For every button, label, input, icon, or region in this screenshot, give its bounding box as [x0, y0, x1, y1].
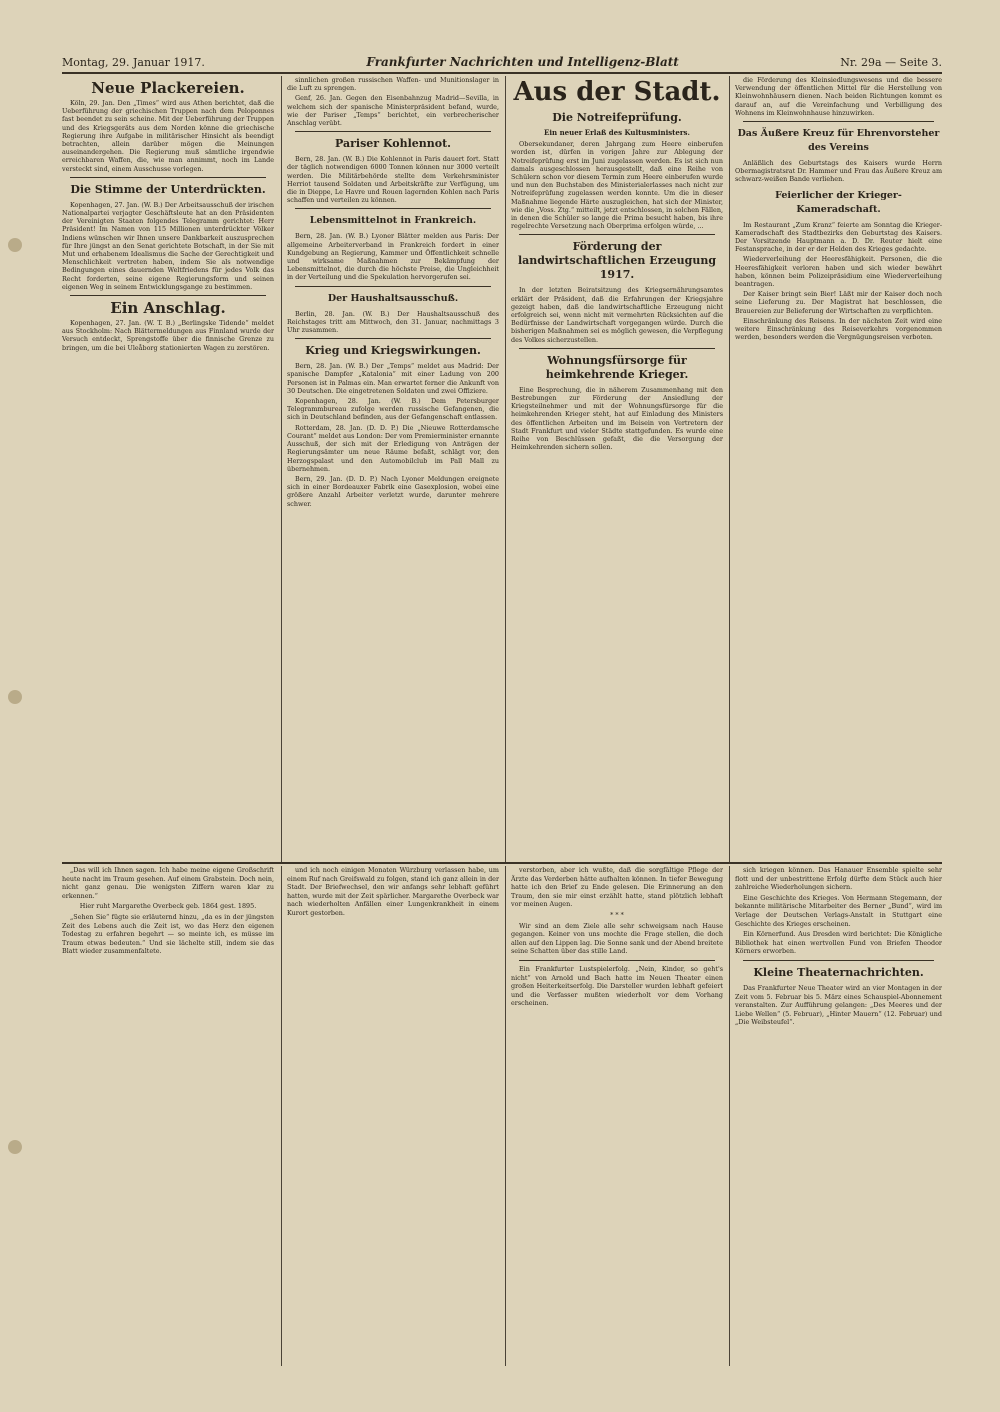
- article-text: Wiederverleihung der Heeresfähigkeit. Personen, die die Heeresfähigkeit verloren haben und sich wieder bewährt haben, können beim Polizeipräsidium eine Wiederverleihung beantragen.: [735, 255, 942, 289]
- issue-date: Montag, 29. Januar 1917.: [62, 55, 205, 69]
- article-text: In der letzten Beiratsitzung des Kriegsernährungsamtes erklärt der Präsident, daß die Erfahrungen der Kriegsjahre gezeigt haben, daß die landwirtschaftliche Erzeugung nicht erfolgreich sei, wenn nicht mit vermehrten Rücksichten auf die Bedürfnisse der Landwirtschaft vorgegangen würde. Durch die bisherigen Maßnahmen sei es möglich gewesen, die Verpflegung des Volkes sicherzustellen.: [511, 286, 723, 344]
- article-text: Ein Körnerfund. Aus Dresden wird berichtet: Die Königliche Bibliothek hat einen wertvollen Fund von Briefen Theodor Körners erworben.: [735, 930, 942, 956]
- masthead: [62, 52, 942, 74]
- column-rule: [505, 866, 506, 1366]
- article-text: Das Frankfurter Neue Theater wird an vier Montagen in der Zeit vom 5. Februar bis 5. März eines Schauspiel-Abonnement veranstalten. Zur Aufführung gelangen: „Des Meeres und der Liebe Wellen“ (5. Februar), „Hinter Mauern“ (12. Februar) und „Die Weibsteufel“.: [735, 983, 942, 1027]
- column-3: [511, 76, 723, 860]
- article-text: Bern, 28. Jan. (W. B.) Lyoner Blätter melden aus Paris: Der allgemeine Arbeiterverband in Frankreich fordert in einer Kundgebung an Regierung, Kammer und Öffentlichkeit schnelle und wirksame Maßnahmen zur Bekämpfung der Lebensmittelnot, die durch die höchste Preise, die Ungleichheit in der Verteilung und die Spekulation hervorgerufen sei.: [287, 232, 499, 282]
- article-text: Bern, 28. Jan. (W. B.) Der „Temps“ meldet aus Madrid: Der spanische Dampfer „Katalonia“ mit einer Ladung von 200 Personen ist in Palmas ein. Man erwartet ferner die Ankunft von 30 Deutschen. Die eingetretenen Soldaten und zwei Offiziere.: [287, 362, 499, 395]
- gravestone-inscription: Hier ruht Margarethe Overbeck geb. 1864 gest. 1895.: [79, 902, 257, 911]
- article-text: sinnlichen großen russischen Waffen- und Munitionslager in die Luft zu sprengen.: [287, 76, 499, 93]
- article-text: Im Restaurant „Zum Kranz“ feierte am Sonntag die Krieger-Kameradschaft des Stadtbezirks den Geburtstag des Kaisers. Der Vorsitzende Hauptmann a. D. Dr. Reuter hielt eine Festansprache, in der er der Helden des Krieges gedachte.: [735, 220, 942, 254]
- article-text: Kopenhagen, 27. Jan. (W. T. B.) „Berlingske Tidende“ meldet aus Stockholm: Nach Blättermeldungen aus Finnland wurde der Versuch entdeckt, Sprengstoffe über die finnische Grenze zu bringen, um die bei Uleåborg stationierten Wagen zu zerstören.: [62, 319, 274, 352]
- article-text: Ein Frankfurter Lustspielerfolg. „Nein, Kinder, so geht's nicht“ von Arnold und Bach hatte im Neuen Theater einen großen Heiterkeitserfolg. Die Darsteller wurden lebhaft gefeiert und die Verfasser mußten wiederholt vor dem Vorhang erscheinen.: [511, 964, 723, 1008]
- column-rule: [729, 76, 730, 862]
- article-text: Der Kaiser bringt sein Bier! Läßt mir der Kaiser doch noch seine Lieferung zu. Der Magistrat hat beschlossen, die Brauereien zur Belieferung der Wirtschaften zu verpflichten.: [735, 290, 942, 315]
- article-divider: [519, 960, 715, 961]
- article-text: Bern, 29. Jan. (D. D. P.) Nach Lyoner Meldungen ereignete sich in einer Bordeauxer Fabrik eine Gasexplosion, wobei eine größere Anzahl Arbeiter verletzt wurde, darunter mehrere schwer.: [287, 474, 499, 508]
- article-text: Eine Geschichte des Krieges. Von Hermann Stegemann, der bekannte militärische Mitarbeiter des Berner „Bund“, wird im Verlage der Deutschen Verlags-Anstalt in Stuttgart eine Geschichte des Krieges erscheinen.: [735, 893, 942, 928]
- headline-foerderung: Förderung der landwirtschaftlichen Erzeugung 1917.: [517, 240, 717, 282]
- column-rule: [281, 76, 282, 862]
- article-text: Kopenhagen, 28. Jan. (W. B.) Dem Petersburger Telegrammbureau zufolge werden russische Gefangenen, die sich in Deutschland befinden, aus der Gefangenschaft entlassen.: [287, 397, 499, 422]
- section-break: * * *: [610, 910, 624, 919]
- headline-kameradschaft: Feierlicher der Krieger-Kameradschaft.: [775, 189, 902, 215]
- article-text: sich kriegen können. Das Hanauer Ensemble spielte sehr flott und der unbestrittene Erfolg dürfte dem Stück auch hier zahlreiche Wiederholungen sichern.: [735, 866, 942, 892]
- feuilleton-separator: [62, 862, 942, 864]
- article-divider: [295, 338, 491, 339]
- feuilleton-column-2: [287, 866, 499, 1366]
- headline-anschlag: Ein Anschlag.: [110, 299, 226, 318]
- article-text: Genf, 26. Jan. Gegen den Eisenbahnzug Madrid—Sevilla, in welchem sich der spanische Ministerpräsident befand, wurde, wie der Pariser „Temps“ berichtet, ein verbrecherischer Anschlag verübt.: [287, 94, 499, 128]
- headline-wohnung: Wohnungsfürsorge für heimkehrende Krieger.: [545, 353, 689, 381]
- article-text: Berlin, 28. Jan. (W. B.) Der Haushaltsausschuß des Reichstages tritt am Mittwoch, den 31. Januar, nachmittags 3 Uhr zusammen.: [287, 309, 499, 335]
- article-divider: [519, 234, 715, 235]
- article-divider: [519, 348, 715, 349]
- column-1: [62, 76, 274, 860]
- article-divider: [743, 121, 934, 122]
- punch-hole: [8, 1140, 22, 1154]
- story-text: „Sehen Sie“ fügte sie erläuternd hinzu, „da es in der jüngsten Zeit des Lebens auch die Zeit ist, wo das Herz den eigenen Todestag zu erfahren begehrt — so meinte ich, es müsse im Traum etwas bedeuten.“ Und sie lächelte still, indem sie das Blatt wieder zusammenfaltete.: [62, 912, 274, 956]
- headline-verein: Das Äußere Kreuz für Ehrenvorsteher des Vereins: [737, 128, 940, 154]
- article-divider: [70, 295, 266, 296]
- article-divider: [295, 286, 491, 287]
- headline-haushalt: Der Haushaltsausschuß.: [327, 292, 459, 304]
- headline-theater: Kleine Theaternachrichten.: [753, 965, 924, 979]
- article-text: die Förderung des Kleinsiedlungswesens und die bessere Verwendung der öffentlichen Mittel für die Herstellung von Kleinwohnhäusern dienen. Nach beiden Richtungen kommt es darauf an, auf die Vereinfachung und Verbilligung des Wohnens im Kleinwohnhause hinzuwirken.: [735, 76, 942, 117]
- headline-plackereien: Neue Plackereien.: [91, 79, 245, 97]
- headline-stimme: Die Stimme der Unterdrückten.: [70, 182, 266, 196]
- feuilleton-column-3: [511, 866, 723, 1366]
- punch-hole: [8, 238, 22, 252]
- column-4: [735, 76, 942, 860]
- column-rule: [505, 76, 506, 862]
- story-text: Wir sind an dem Ziele alle sehr schweigsam nach Hause gegangen. Keiner von uns mochte die Frage stellen, die doch allen auf den Lippen lag. Die Sonne sank und der Abend breitete seine Schatten über das stille Land.: [511, 921, 723, 956]
- column-2: [287, 76, 499, 860]
- story-text: verstorben, aber ich wußte, daß die sorgfältige Pflege der Ärzte das Verderben hätte aufhalten können. In tiefer Bewegung hatte ich den Brief zu Ende gelesen. Die Erinnerung an den Traum, den sie mir einst erzählt hatte, stand plötzlich lebhaft vor meinen Augen.: [511, 866, 723, 909]
- section-title: Aus der Stadt.: [513, 77, 721, 107]
- article-divider: [70, 177, 266, 178]
- article-text: Eine Besprechung, die in näherem Zusammenhang mit den Bestrebungen zur Förderung der Ansiedlung der Kriegsteilnehmer und mit der Wohnungsfürsorge für die heimkehrenden Krieger steht, hat auf Einladung des Ministers des öffentlichen Arbeiten und im Beisein von Vertretern der Stadt Frankfurt und vieler Städte stattgefunden. Es wurde eine Reihe von Beschlüssen gefaßt, die die Versorgung der Heimkehrenden sichern sollen.: [511, 385, 723, 452]
- column-rule: [729, 866, 730, 1366]
- headline-krieg: Krieg und Kriegswirkungen.: [305, 344, 481, 358]
- headline-lebensmittelnot: Lebensmittelnot in Frankreich.: [309, 215, 477, 227]
- subheadline: Ein neuer Erlaß des Kultusministers.: [544, 128, 690, 137]
- article-divider: [743, 960, 934, 961]
- feuilleton-column-1: [62, 866, 274, 1366]
- article-text: Anläßlich des Geburtstags des Kaisers wurde Herrn Obermagistratsrat Dr. Hammer und Frau das Äußere Kreuz am schwarz-weißen Bande verliehen.: [735, 159, 942, 184]
- article-text: Einschränkung des Reisens. In der nächsten Zeit wird eine weitere Einschränkung des Reiseverkehrs vorgenommen werden, besonders werden die Vergnügungsreisen verboten.: [735, 316, 942, 342]
- story-text: „Das will ich Ihnen sagen. Ich habe meine eigene Großschrift heute nacht im Traum gesehen. Auf einem Grabstein. Doch nein, nicht ganz genau. Die wenigsten Ziffern waren klar zu erkennen.“: [62, 866, 274, 900]
- article-text: Obersekundaner, deren Jahrgang zum Heere einberufen worden ist, dürfen in vorigen Jahre zur Ablegung der Notreifeprüfung erst im Juni zugelassen werden. Es ist sich nun damals ausgeschlossen herausgestellt, daß eine Reihe von Schülern schon vor diesem Termin zum Heere einberufen wurde und nun den Buchstaben des Ministerialerlasses nach nicht zur Notreifeprüfung zugelassen werden konnte. Um die in dieser Maßnahme liegende Härte auszugleichen, hat sich der Minister, wie die „Voss. Ztg.“ mitteilt, jetzt entschlossen, in solchen Fällen, in denen die Schüler so lange die Prima besucht haben, bis ihre regelrechte Versetzung nach Oberprima erfolgen würde, ...: [511, 140, 723, 231]
- article-text: Rotterdam, 28. Jan. (D. D. P.) Die „Nieuwe Rotterdamsche Courant“ meldet aus London: Der vom Premierminister ernannte Ausschuß, der sich mit der Erledigung von Anträgen der Regierungsämter um neue Räume befaßt, schlägt vor, den Herzogspalast und den Automobilclub im Pall Mall zu übernehmen.: [287, 423, 499, 473]
- issue-number: Nr. 29a — Seite 3.: [840, 55, 942, 69]
- article-divider: [295, 208, 491, 209]
- headline-notreife: Die Notreifeprüfung.: [552, 111, 682, 124]
- article-text: Kopenhagen, 27. Jan. (W. B.) Der Arbeitsausschuß der irischen Nationalpartei verjagter Geschäftsleute hat an den Präsidenten der Vereinigten Staaten folgendes Telegramm gerichtet: Herr Präsident! Im Namen von 115 Millionen unterdrückter Völker Indiens wünschen wir Ihnen unsere Dankbarkeit auszusprechen für Ihre jüngst an den Senat gerichtete Botschaft, in der Sie mit Mut und erhabenem Idealismus die Sache der Gerechtigkeit und Menschlichkeit vertreten haben, indem Sie als notwendige Bedingungen eines dauernden Weltfriedens für jedes Volk das Recht forderten, seine eigene Regierungsform und seinen eigenen Weg in seinem Entwicklungsgange zu bestimmen.: [62, 200, 274, 291]
- column-rule: [281, 866, 282, 1366]
- feuilleton-column-4: [735, 866, 942, 1366]
- article-text: Bern, 28. Jan. (W. B.) Die Kohlennot in Paris dauert fort. Statt der täglich notwendigen 6000 Tonnen können nur 3000 verteilt werden. Die Militärbehörde stellte dem Verkehrsminister Herriot tausend Soldaten und Arbeitskräfte zur Verfügung, um die in Dieppe, Le Havre und Rouen lagernden Kohlen nach Paris schaffen und verteilen zu können.: [287, 155, 499, 205]
- headline-kohlennot: Pariser Kohlennot.: [335, 137, 451, 151]
- story-text: und ich noch einigen Monaten Würzburg verlassen habe, um einem Ruf nach Greifswald zu folgen, stand ich ganz allein in der Stadt. Der Briefwechsel, den wir anfangs sehr lebhaft geführt hatten, wurde mit der Zeit spärlicher. Margarethe Overbeck war nach wiederholten Anfällen einer Lungenkrankheit in einem Kurort gestorben.: [287, 866, 499, 917]
- article-divider: [295, 131, 491, 132]
- newspaper-title: Frankfurter Nachrichten und Intelligenz-Blatt: [366, 55, 679, 69]
- punch-hole: [8, 690, 22, 704]
- article-text: Köln, 29. Jan. Den „Times“ wird aus Athen berichtet, daß die Ueberführung der griechischen Truppen nach dem Peloponnes fast beendet zu sein scheine. Mit der Ueberführung der Truppen und des Kriegsgeräts aus dem Norden könne die griechische Regierung ihre Aufgabe in militärischer Hinsicht als beendigt betrachten, allein darüber mögen die Meinungen auseinandergehen. Die Regierung muß sämtliche irgendwie erreichbaren Waffen, die, wie man annimmt, noch im Lande versteckt sind, einem Ausschusse vorlegen.: [62, 99, 274, 173]
